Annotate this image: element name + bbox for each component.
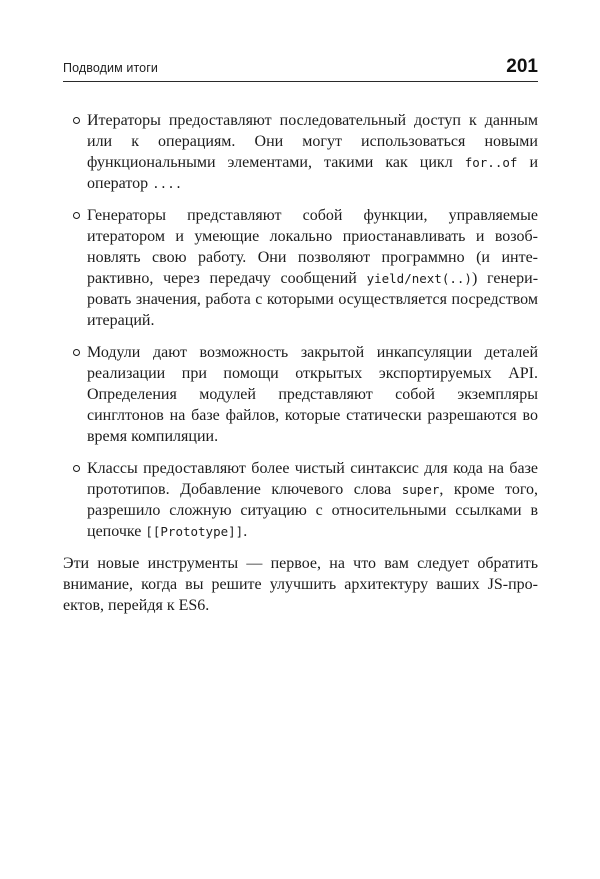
text-run: Модули дают возможность закрытой инкапсуляции деталей реализации при помощи открытых экспортируемых API. Определения модулей представляют собой экземпляры синглтонов на базе файлов, которые статически разрешаются во время компиляции. (87, 344, 538, 445)
inline-code: super (401, 482, 440, 497)
page-body (63, 110, 538, 616)
list-item-classes (63, 458, 538, 542)
inline-code: yield/next(..) (366, 271, 472, 286)
list-item-text (87, 342, 538, 447)
text-run: Итераторы предоставляют последовательный доступ к данным или к операциям. Они могут использоваться новыми функциональными элементами, такими как цикл (87, 112, 538, 171)
text-run: Классы предоставляют более чистый синтаксис для кода на базе прототипов. Добавление ключевого слова (87, 460, 538, 498)
text-run: , кроме того, разрешило сложную ситуацию с относительными ссылками в цепочке (87, 481, 539, 540)
text-run: ) генерировать значения, работа с которыми осуществляется посредством итераций. (87, 270, 539, 329)
list-item-text (87, 205, 538, 331)
list-item-text (87, 458, 538, 542)
list-item-text (87, 110, 538, 194)
list-item-generators (63, 205, 538, 331)
circle-bullet-icon (73, 212, 80, 219)
section-title: Подводим итоги (63, 61, 158, 75)
running-header (63, 53, 538, 82)
circle-bullet-icon (73, 349, 80, 356)
text-run: и оператор (87, 154, 539, 192)
circle-bullet-icon (73, 465, 80, 472)
text-run: Генераторы представляют собой функции, управляемые итератором и умеющие локально приостанавливать и возобновлять свою работу. Они позволяют программно (и интерактивно, через передачу сообщений (87, 207, 538, 287)
list-item-modules (63, 342, 538, 447)
summary-bullet-list (63, 110, 538, 542)
page-number: 201 (506, 56, 538, 77)
inline-code: .... (152, 176, 183, 191)
list-item-iterators (63, 110, 538, 194)
inline-code: for..of (464, 155, 518, 170)
circle-bullet-icon (73, 117, 80, 124)
text-run: . (243, 523, 248, 540)
inline-code: [[Prototype]] (145, 524, 244, 539)
closing-paragraph: Эти новые инструменты — первое, на что вам следует обратить внимание, когда вы решите улучшить архитектуру ваших JS-проектов, перейдя к ES6. (63, 555, 538, 614)
